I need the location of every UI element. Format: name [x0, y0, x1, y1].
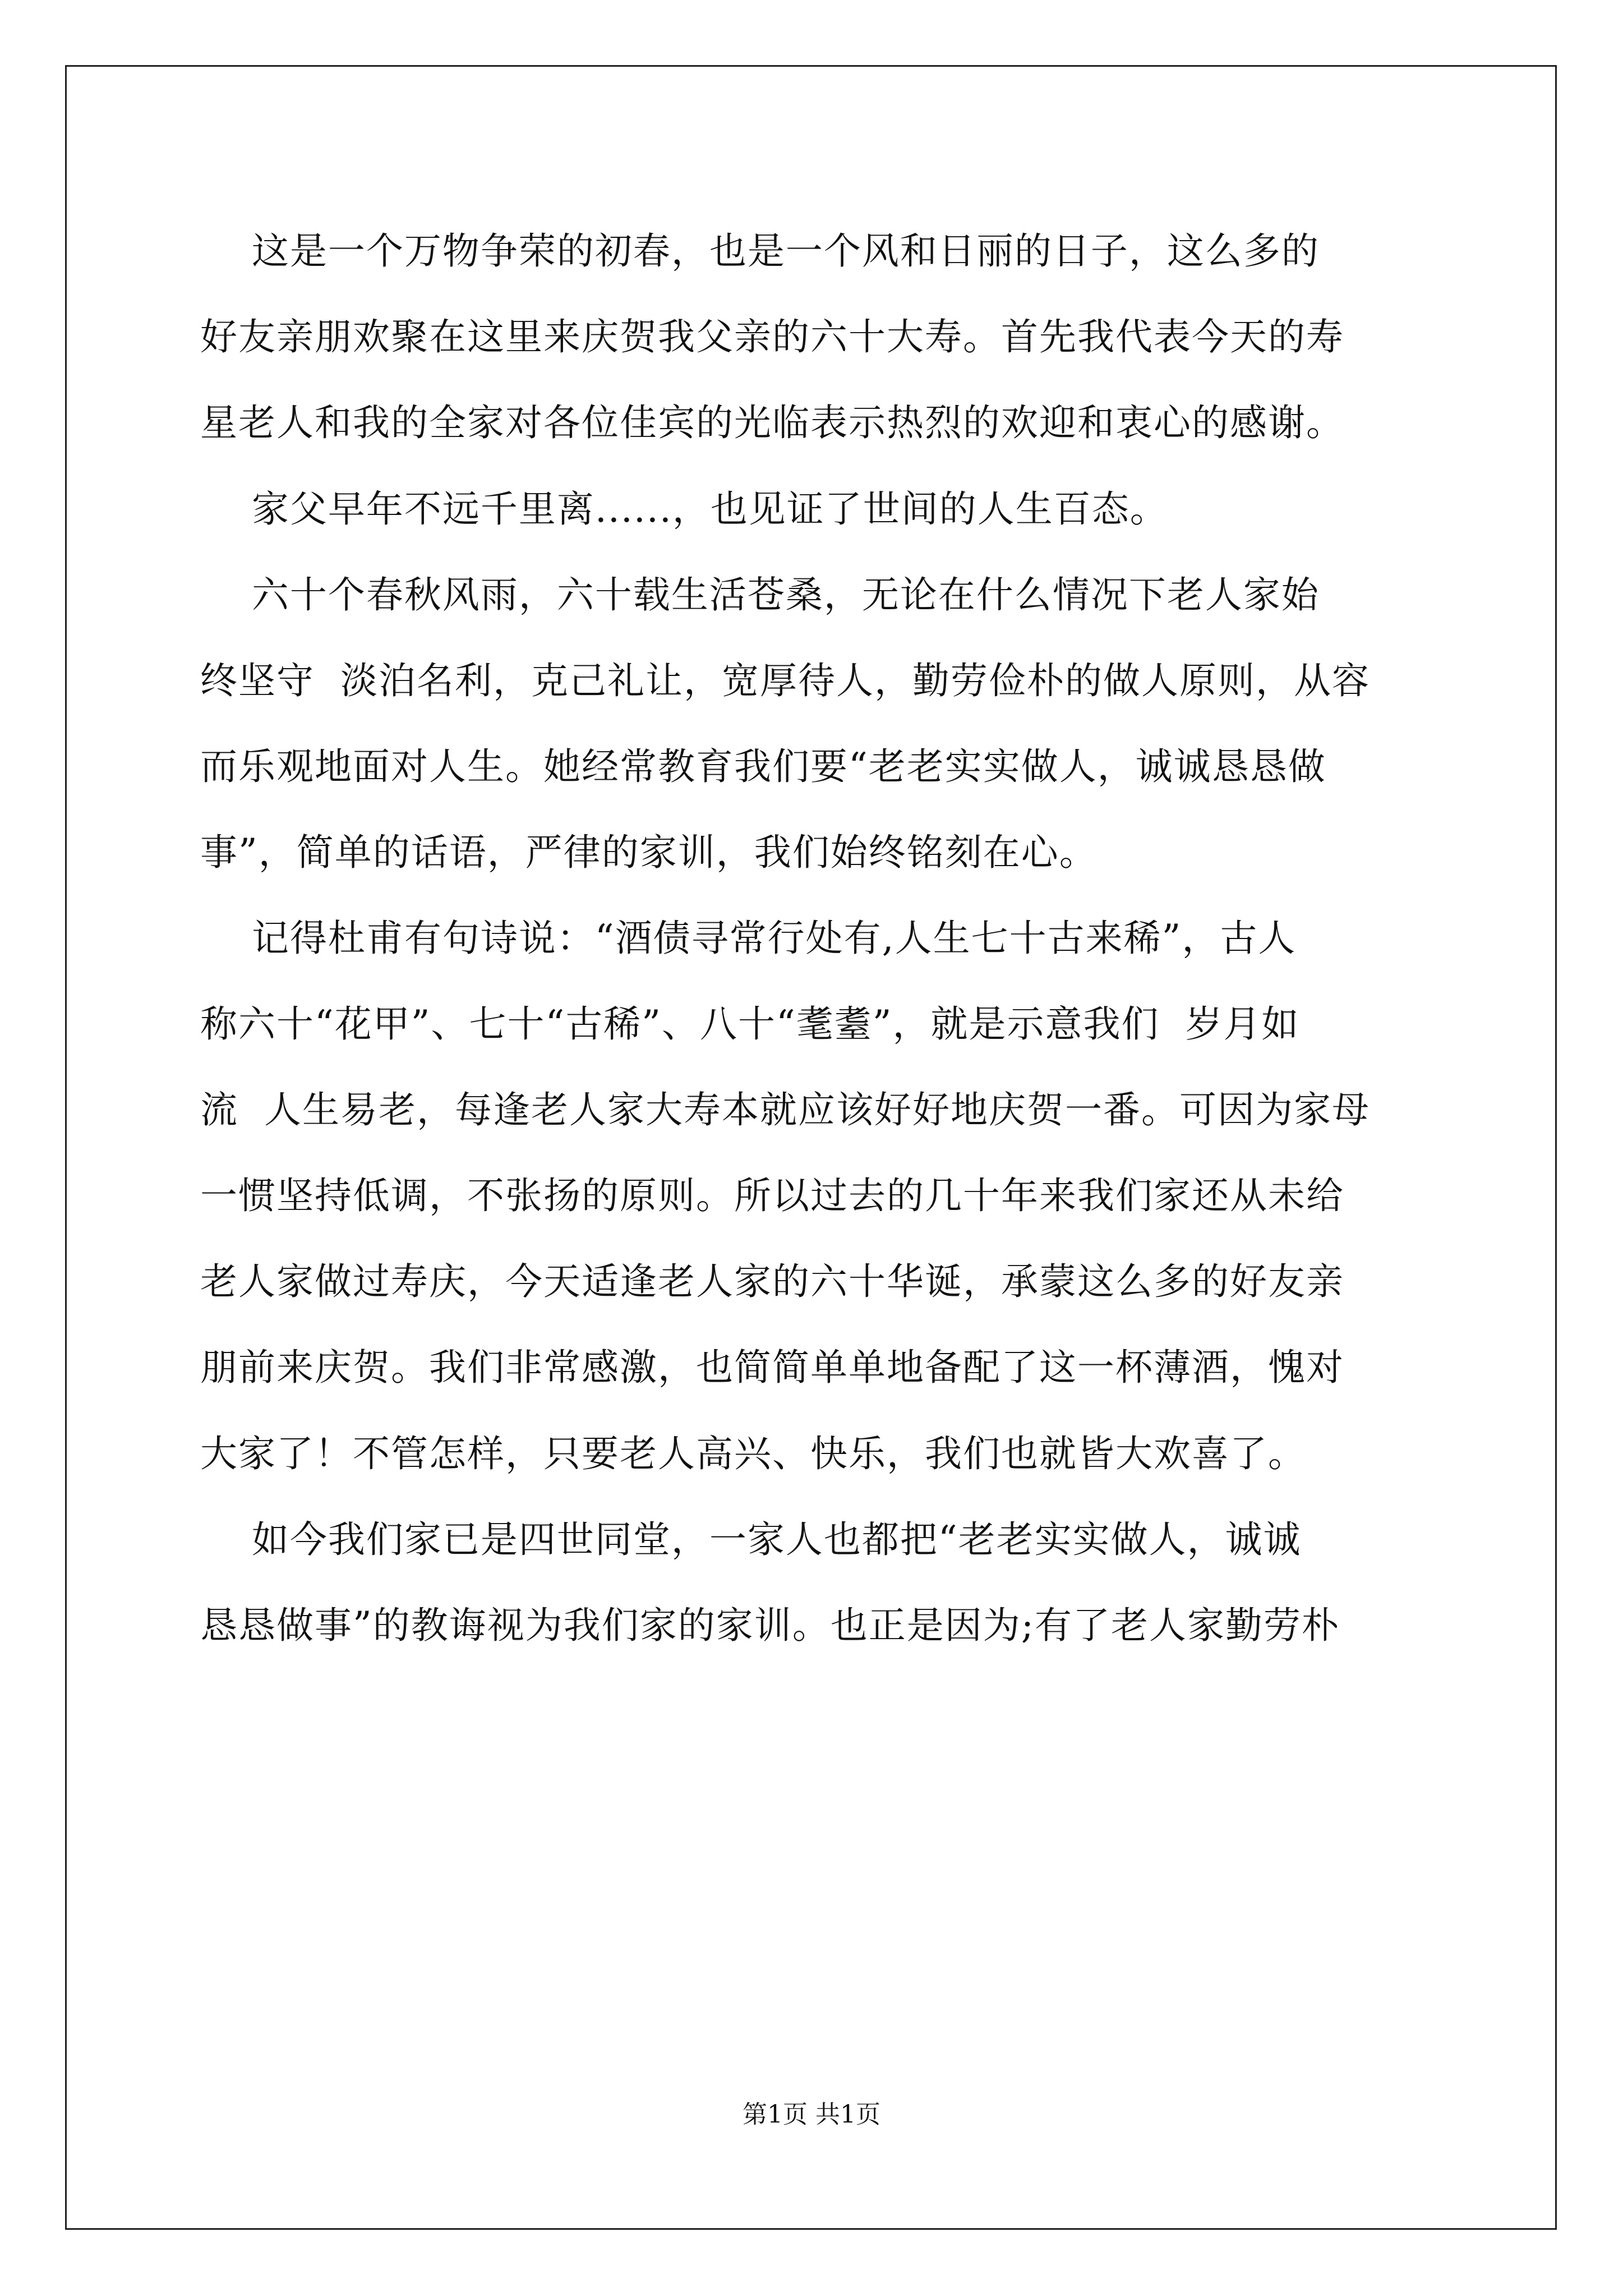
- text-line: 好友亲朋欢聚在这里来庆贺我父亲的六十大寿。首先我代表今天的寿: [200, 315, 1344, 358]
- text-line: 终坚守 淡泊名利，克己礼让，宽厚待人，勤劳俭朴的做人原则，从容: [200, 659, 1370, 702]
- text-line: 记得杜甫有句诗说：“酒债寻常行处有,人生七十古来稀”，古人: [200, 917, 1297, 960]
- text-line: 大家了！不管怎样，只要老人高兴、快乐，我们也就皆大欢喜了。: [200, 1432, 1306, 1475]
- text-line: 朋前来庆贺。我们非常感激，也简简单单地备配了这一杯薄酒，愧对: [200, 1346, 1344, 1389]
- text-line: 老人家做过寿庆，今天适逢老人家的六十华诞，承蒙这么多的好友亲: [200, 1260, 1344, 1303]
- text-line: 如今我们家已是四世同堂，一家人也都把“老老实实做人，诚诚: [200, 1518, 1302, 1561]
- text-line: 一惯坚持低调，不张扬的原则。所以过去的几十年来我们家还从未给: [200, 1174, 1344, 1217]
- page-border: [65, 65, 1557, 2230]
- page-footer: 第1页 共1页: [743, 2100, 880, 2129]
- text-line: 恳恳做事”的教诲视为我们家的家训。也正是因为;有了老人家勤劳朴: [200, 1604, 1340, 1647]
- text-line: 这是一个万物争荣的初春，也是一个风和日丽的日子，这么多的: [200, 229, 1320, 273]
- text-line: 六十个春秋风雨，六十载生活苍桑，无论在什么情况下老人家始: [200, 573, 1320, 616]
- text-line: 家父早年不远千里离......，也见证了世间的人生百态。: [200, 487, 1168, 531]
- text-line: 事”，简单的话语，严律的家训，我们始终铭刻在心。: [200, 831, 1098, 874]
- text-line: 流 人生易老，每逢老人家大寿本就应该好好地庆贺一番。可因为家母: [200, 1088, 1370, 1131]
- text-line: 称六十“花甲”、七十“古稀”、八十“耄耋”，就是示意我们 岁月如: [200, 1002, 1300, 1046]
- text-line: 而乐观地面对人生。她经常教育我们要“老老实实做人，诚诚恳恳做: [200, 745, 1326, 788]
- text-line: 星老人和我的全家对各位佳宾的光临表示热烈的欢迎和衷心的感谢。: [200, 401, 1344, 444]
